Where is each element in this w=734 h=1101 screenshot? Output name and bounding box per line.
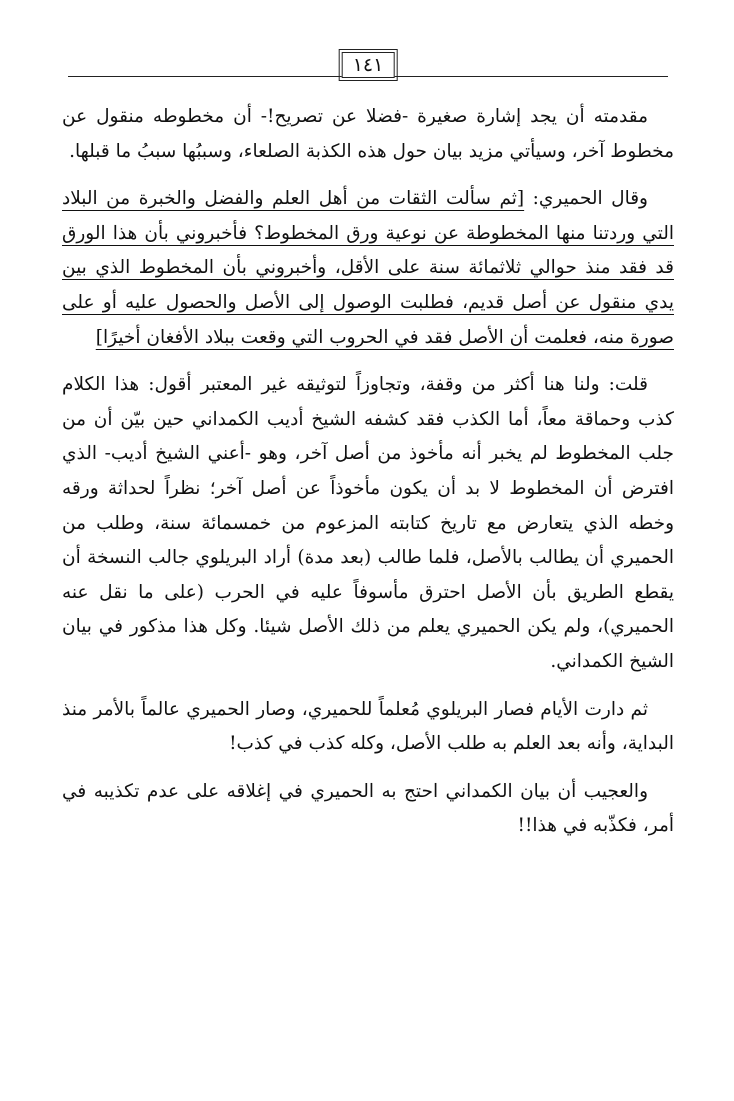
paragraph-1: مقدمته أن يجد إشارة صغيرة -فضلا عن تصريح!- أن مخطوطه منقول عن مخطوط آخر، وسيأتي مزيد بيان حول هذه الكذبة الصلعاء، وسببُها سببُ ما قبلها. <box>62 106 674 162</box>
page-header <box>68 44 668 86</box>
underlined-quote: [ثم سألت الثقات من أهل العلم والفضل والخبرة من البلاد التي وردتنا منها المخطوطة عن نوعية ورق المخطوط؟ فأخبروني بأن هذا الورق قد فقد منذ حوالي ثلاثمائة سنة على الأقل، وأخبروني بأن المخطوط الذي بين يدي منقول عن أصل قديم، فطلبت الوصول إلى الأصل والحصول عليه أو على صورة منه، فعلمت أن الأصل فقد في الحروب التي وقعت ببلاد الأفغان أخيرًا] <box>62 188 674 348</box>
quote-intro: وقال الحميري: <box>524 188 648 210</box>
page-number: ١٤١ <box>342 52 395 78</box>
paragraph-2 <box>62 182 674 355</box>
paragraph-4: ثم دارت الأيام فصار البريلوي مُعلماً للحميري، وصار الحميري عالماً بالأمر منذ البداية، وأنه بعد العلم به طلب الأصل، وكله كذب في كذب! <box>62 698 674 755</box>
body-text <box>62 100 674 856</box>
paragraph-5: والعجيب أن بيان الكمداني احتج به الحميري في إغلاقه على عدم تكذيبه في أمر، فكذّبه في هذا!! <box>62 780 674 837</box>
paragraph-3: قلت: ولنا هنا أكثر من وقفة، وتجاوزاً لتوثيقه غير المعتبر أقول: هذا الكلام كذب وحماقة معاً، أما الكذب فقد كشفه الشيخ أديب الكمداني حين بيّن أن من جلب المخطوط لم يخبر أنه مأخوذ من أصل آخر، وهو -أعني الشيخ أديب- الذي افترض أن المخطوط لا بد أن يكون مأخوذاً عن أصل آخر؛ نظراً لحداثة ورقه وخطه الذي يتعارض مع تاريخ كتابته المزعوم من خمسمائة سنة، وطلب من الحميري أن يطالب بالأصل، فلما طالب (بعد مدة) أراد البريلوي جالب النسخة أن يقطع الطريق بأن الأصل احترق مأسوفاً عليه في الحرب (على ما نقل عنه الحميري)، ولم يكن الحميري يعلم من ذلك الأصل شيئا. وكل هذا مذكور في بيان الشيخ الكمداني. <box>62 374 674 672</box>
